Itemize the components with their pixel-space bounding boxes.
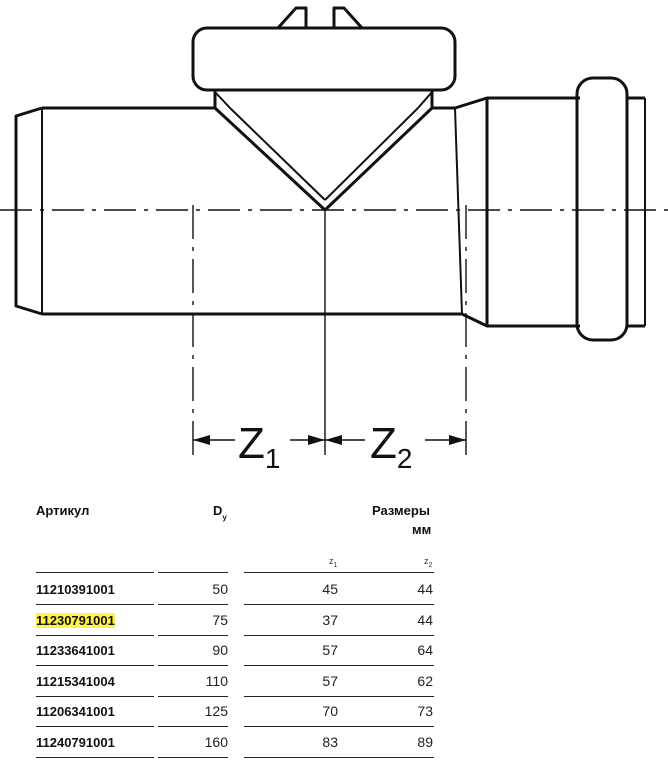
table-row-dy: 125: [204, 703, 228, 719]
table-row-article: 11240791001: [36, 734, 115, 750]
arrow-z1-left: [193, 435, 210, 445]
table-row-z2: 44: [417, 581, 433, 597]
arrow-z2-right: [449, 435, 466, 445]
header-rule-sizes: [244, 572, 434, 573]
table-row-dy: 90: [212, 642, 228, 658]
table-row-dy: 160: [204, 733, 228, 750]
header-sizes: Размеры: [372, 503, 430, 518]
header-rule-article: [36, 572, 154, 573]
table-row-z2: 89: [417, 733, 433, 750]
z2-label: $Z_2$: [370, 419, 413, 474]
table-row-rule: [36, 726, 154, 727]
table-row-z1: 37: [322, 611, 338, 628]
table-row-rule: [36, 757, 154, 758]
table-row-rule: [36, 604, 154, 605]
table-row-rule: [36, 696, 154, 697]
table-row-rule: [244, 635, 434, 636]
table-row-z1: 83: [322, 733, 338, 750]
table-row-article: 11230791001: [36, 612, 115, 628]
branch-neck-left: [215, 90, 325, 210]
table-row-dy: 75: [212, 611, 228, 628]
table-row-z1: 57: [322, 672, 338, 689]
neck-inner-right: [325, 108, 418, 200]
table-row-article: 11210391001: [36, 582, 115, 597]
table-row-rule: [244, 726, 434, 727]
table-row-article: 11215341004: [36, 673, 115, 689]
table-row-rule: [158, 665, 228, 666]
table-row-z2: 62: [417, 672, 433, 689]
table-row-rule: [36, 635, 154, 636]
header-sizes-unit: мм: [412, 522, 432, 537]
table-row-rule: [244, 696, 434, 697]
left-spigot: [16, 108, 42, 314]
table-row-rule: [158, 696, 228, 697]
header-dy: $D_y$: [213, 503, 227, 522]
table-row-z1: 70: [322, 703, 338, 719]
table-row-rule: [244, 757, 434, 758]
neck-cap-left: [215, 92, 230, 108]
header-z1: $z_1$: [329, 556, 338, 569]
z1-label: $Z_1$: [238, 419, 281, 474]
socket-ring: [577, 78, 627, 340]
cap-handle-left: [278, 8, 306, 28]
table-row-z2: 73: [417, 703, 433, 719]
header-article: Артикул: [36, 503, 90, 518]
table-row-rule: [244, 665, 434, 666]
table-row-z1: 57: [322, 642, 338, 658]
table-row-dy: 110: [205, 672, 228, 689]
table-row-z1: 45: [322, 581, 338, 597]
header-rule-dy: [158, 572, 228, 573]
socket-taper: [455, 98, 487, 326]
header-z2: $z_2$: [424, 556, 433, 569]
branch-neck-right: [325, 90, 432, 210]
table-row-rule: [36, 665, 154, 666]
cap-handle-right: [334, 8, 362, 28]
table-row-dy: 50: [212, 581, 228, 597]
arrow-z1-right: [308, 435, 325, 445]
neck-cap-right: [418, 92, 432, 108]
table-row-rule: [158, 757, 228, 758]
table-row-rule: [158, 604, 228, 605]
neck-inner-left: [230, 108, 325, 200]
table-row-rule: [158, 726, 228, 727]
table-row-article: 11233641001: [36, 643, 115, 658]
table-row-rule: [158, 635, 228, 636]
taper-inner: [455, 108, 462, 314]
table-row-article: 11206341001: [36, 704, 115, 719]
table-row-rule: [244, 604, 434, 605]
table-row-z2: 44: [417, 611, 433, 628]
inspection-cap: [193, 28, 455, 90]
table-row-z2: 64: [417, 642, 433, 658]
arrow-z2-left: [325, 435, 342, 445]
